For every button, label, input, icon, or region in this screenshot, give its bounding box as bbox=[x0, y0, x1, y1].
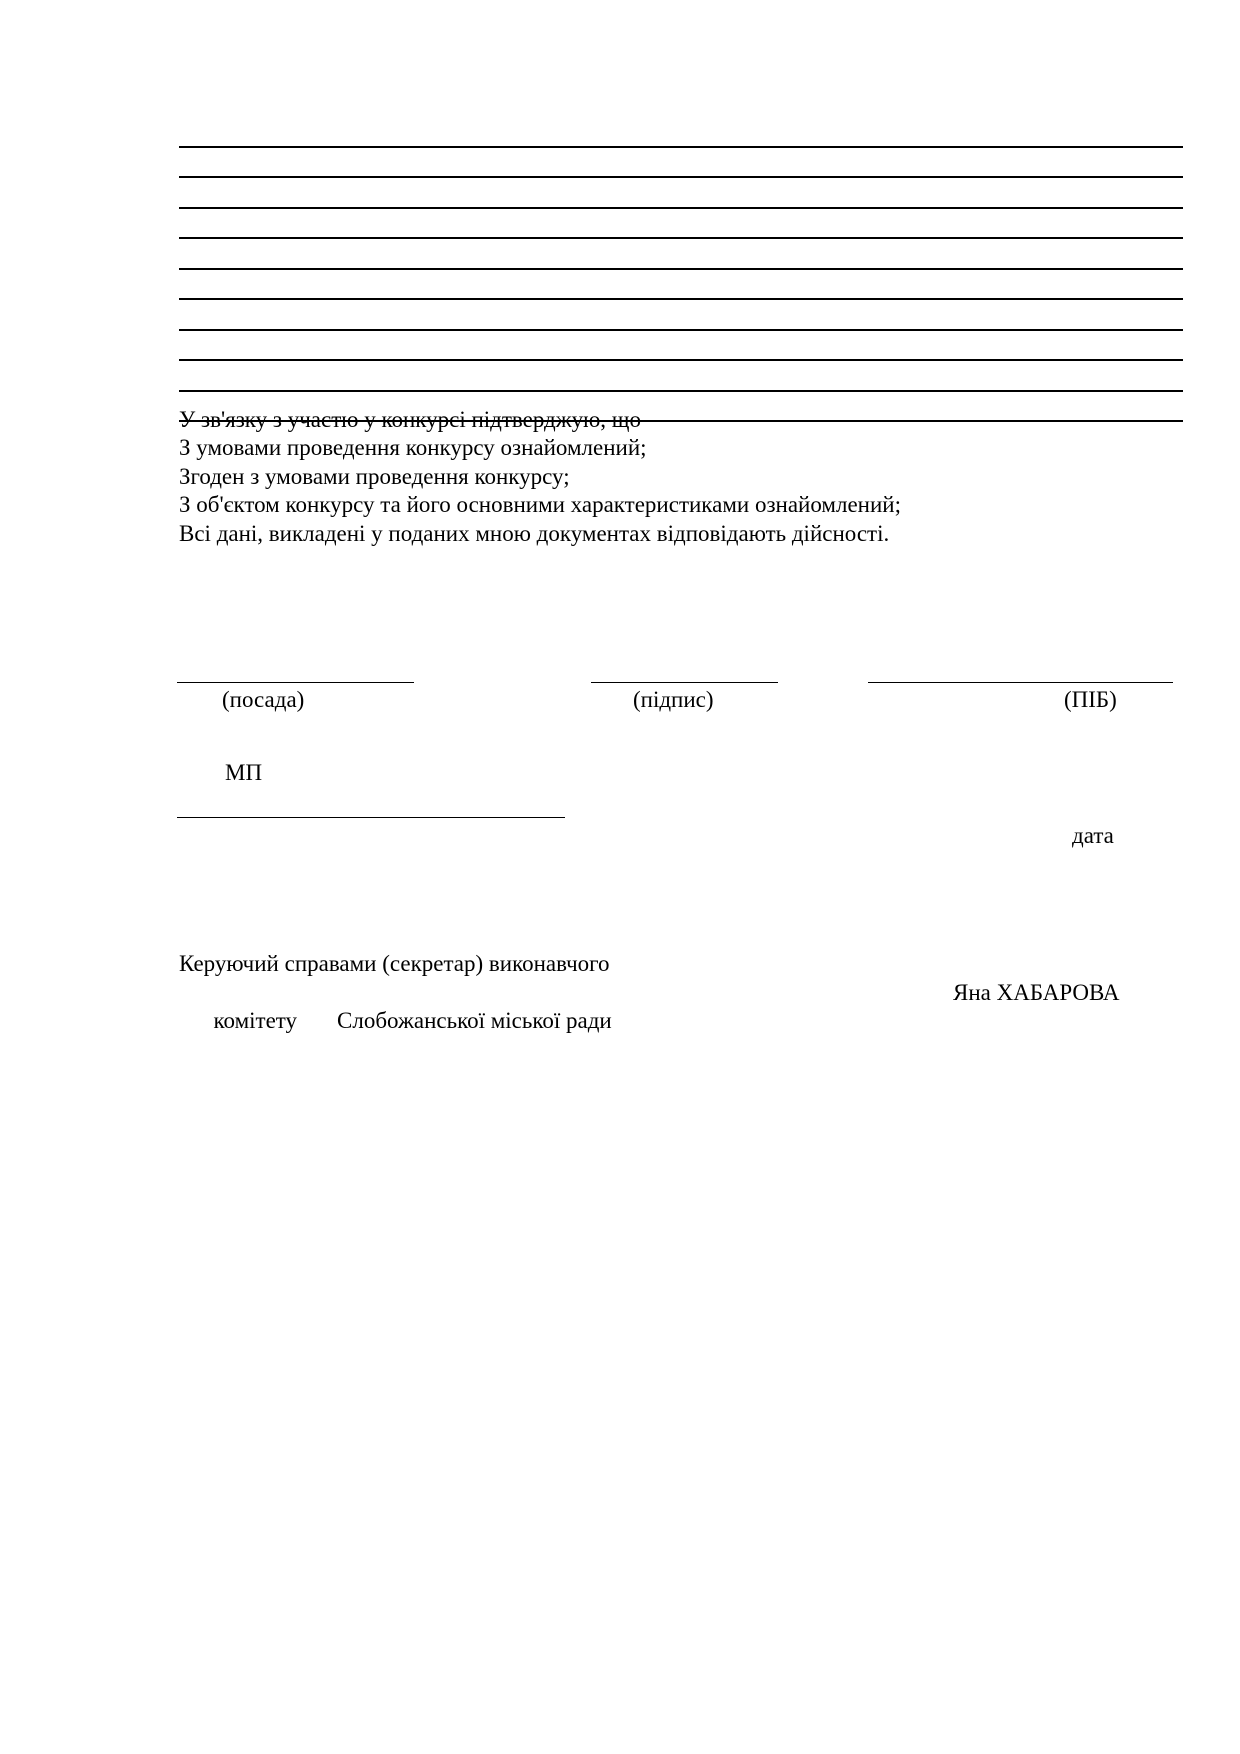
blank-line bbox=[179, 331, 1183, 362]
signatory-block bbox=[179, 950, 1183, 1093]
signatory-position-part1: комітету bbox=[213, 1008, 298, 1033]
blank-line bbox=[179, 117, 1183, 148]
statement-paragraph bbox=[179, 406, 1189, 548]
statement-line-3: Згоден з умовами проведення конкурсу; bbox=[179, 463, 570, 489]
pib-signature-line bbox=[868, 682, 1173, 683]
signatory-position-part2: Слобожанської міської ради bbox=[337, 1008, 612, 1033]
pidpys-label: (підпис) bbox=[633, 687, 714, 712]
blank-line bbox=[179, 178, 1183, 209]
statement-line-4: З об'єктом конкурсу та його основними характеристиками ознайомлений; bbox=[179, 492, 901, 518]
statement-line-5: Всі дані, викладені у поданих мною документах відповідають дійсності. bbox=[179, 520, 890, 546]
blank-fill-in-lines bbox=[179, 117, 1183, 422]
blank-line bbox=[179, 300, 1183, 331]
statement-line-1: У зв'язку з участю у конкурсі підтверджую, що bbox=[179, 407, 642, 432]
blank-line bbox=[179, 361, 1183, 392]
seal-date-line bbox=[177, 817, 565, 818]
seal-mp-label: МП bbox=[225, 760, 263, 785]
signatory-name: Яна ХАБАРОВА bbox=[953, 979, 1120, 1005]
blank-line bbox=[179, 270, 1183, 301]
signatory-position-line-1: Керуючий справами (секретар) виконавчого bbox=[179, 951, 610, 976]
blank-line bbox=[179, 148, 1183, 179]
posada-label: (посада) bbox=[222, 687, 305, 712]
blank-line bbox=[179, 209, 1183, 240]
date-label: дата bbox=[1072, 823, 1114, 848]
pidpys-signature-line bbox=[591, 682, 778, 683]
posada-signature-line bbox=[177, 682, 414, 683]
blank-line bbox=[179, 239, 1183, 270]
signatory-position-line-2 bbox=[179, 979, 1183, 1093]
statement-line-2: З умовами проведення конкурсу ознайомлений; bbox=[179, 435, 647, 461]
pib-label: (ПІБ) bbox=[1064, 687, 1117, 712]
